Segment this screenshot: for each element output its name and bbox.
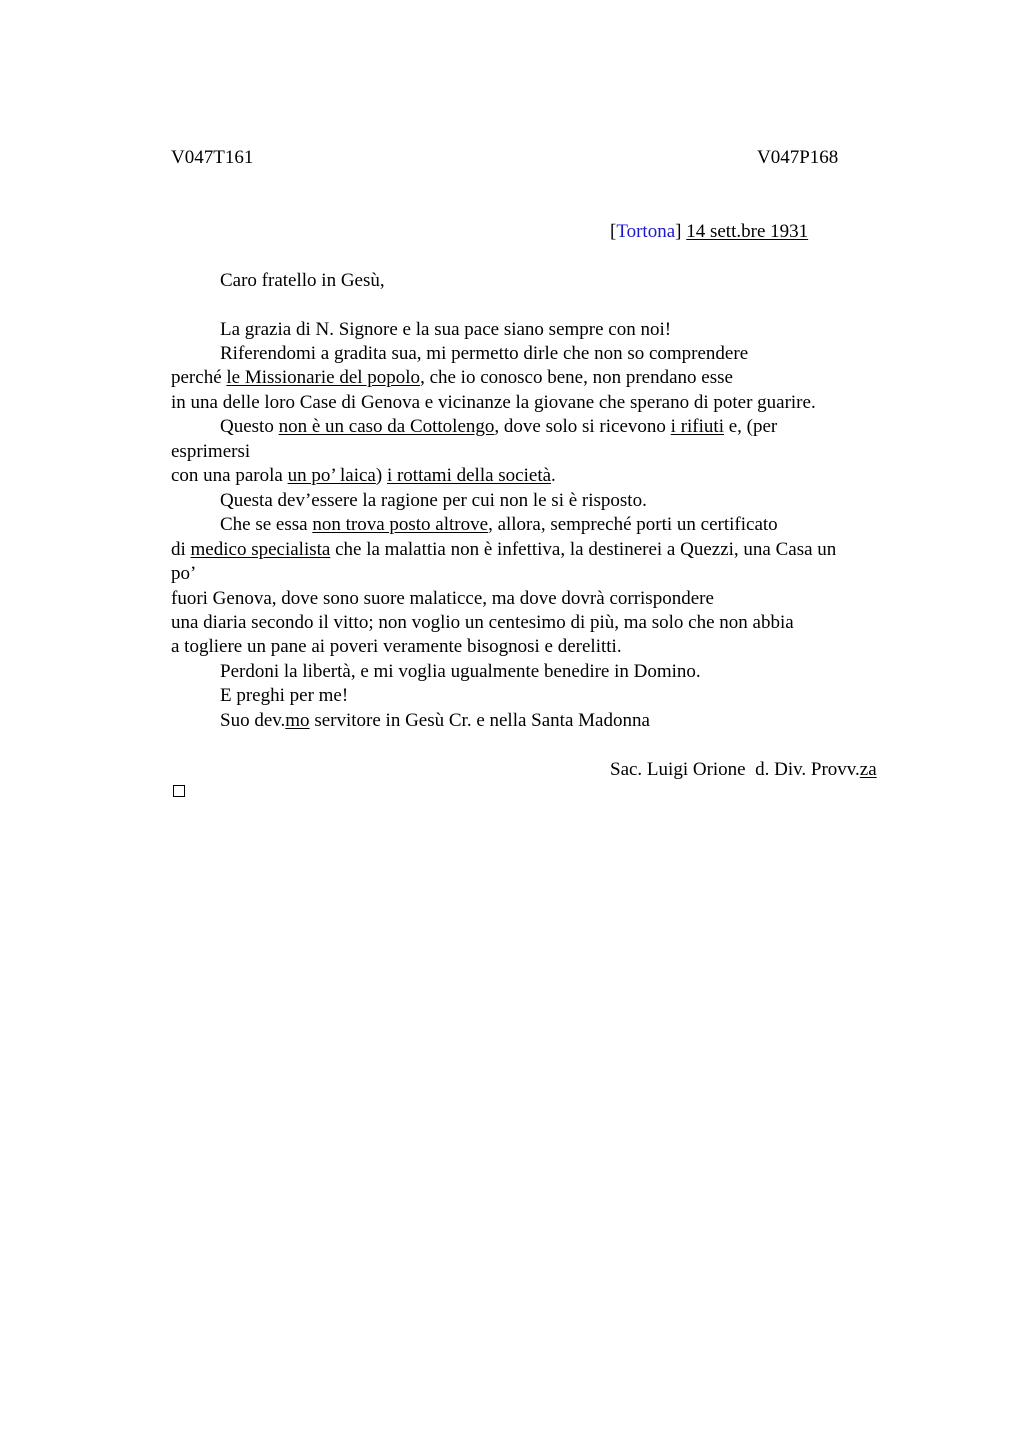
body-line: a togliere un pane ai poveri veramente bisognosi e derelitti. — [171, 636, 622, 657]
text-span: , dove solo si ricevono — [494, 416, 671, 437]
body-line: una diaria secondo il vitto; non voglio un centesimo di più, ma solo che non abbia — [171, 612, 794, 633]
signature-text: Sac. Luigi Orione d. Div. Provv. — [610, 759, 860, 780]
text-span: perché — [171, 367, 227, 388]
text-span: che la malattia non è infettiva, la destinerei a Quezzi, una Casa un — [330, 539, 837, 560]
body-line: fuori Genova, dove sono suore malaticce, ma dove dovrà corrispondere — [171, 588, 714, 609]
text-span: Questo — [220, 416, 279, 437]
document-code-left: V047T161 — [171, 147, 254, 168]
underlined-text: i rottami della società — [386, 465, 552, 486]
underlined-text: non trova posto altrove — [312, 514, 489, 535]
text-span: servitore in Gesù Cr. e nella Santa Madonna — [309, 710, 650, 731]
text-span: ) — [375, 465, 387, 486]
body-line — [171, 464, 556, 488]
letter-date: 14 sett.bre 1931 — [686, 221, 809, 242]
underlined-text: mo — [285, 710, 310, 731]
text-span: , allora, sempreché porti un certificato — [488, 514, 778, 535]
body-line — [220, 513, 778, 537]
body-line: Riferendomi a gradita sua, mi permetto dirle che non so comprendere — [220, 343, 749, 364]
body-line: Questa dev’essere la ragione per cui non le si è risposto. — [220, 490, 647, 511]
text-span: Suo dev. — [220, 710, 286, 731]
underlined-text: un po’ laica — [287, 465, 376, 486]
body-line: E preghi per me! — [220, 685, 349, 706]
text-span: . — [551, 465, 556, 486]
body-line: Perdoni la libertà, e mi voglia ugualmente benedire in Domino. — [220, 661, 701, 682]
body-line: in una delle loro Case di Genova e vicinanze la giovane che sperano di poter guarire. — [171, 392, 816, 413]
end-marker-box-icon — [173, 785, 185, 797]
signature — [610, 758, 877, 782]
text-span: e, (per — [723, 416, 778, 437]
body-line: po’ — [171, 563, 197, 584]
underlined-text: i rifiuti — [670, 416, 724, 437]
body-line: esprimersi — [171, 441, 251, 462]
salutation: Caro fratello in Gesù, — [220, 270, 385, 291]
text-span: di — [171, 539, 191, 560]
closing-line — [220, 709, 650, 733]
bracket-open: [ — [610, 221, 617, 242]
body-line — [171, 538, 836, 562]
underlined-text: medico specialista — [190, 539, 331, 560]
body-line — [171, 366, 733, 390]
text-span: con una parola — [171, 465, 288, 486]
dateline — [610, 220, 808, 244]
text-span: , che io conosco bene, non prendano esse — [420, 367, 733, 388]
bracket-close: ] — [675, 221, 682, 242]
body-line: La grazia di N. Signore e la sua pace siano sempre con noi! — [220, 319, 672, 340]
underlined-text: non è un caso da Cottolengo — [278, 416, 495, 437]
document-code-right: V047P168 — [757, 147, 839, 168]
signature-abbreviation: za — [859, 759, 877, 780]
underlined-text: le Missionarie del popolo — [226, 367, 421, 388]
place-name: Tortona — [616, 221, 676, 242]
text-span: Che se essa — [220, 514, 313, 535]
body-line — [220, 415, 777, 439]
